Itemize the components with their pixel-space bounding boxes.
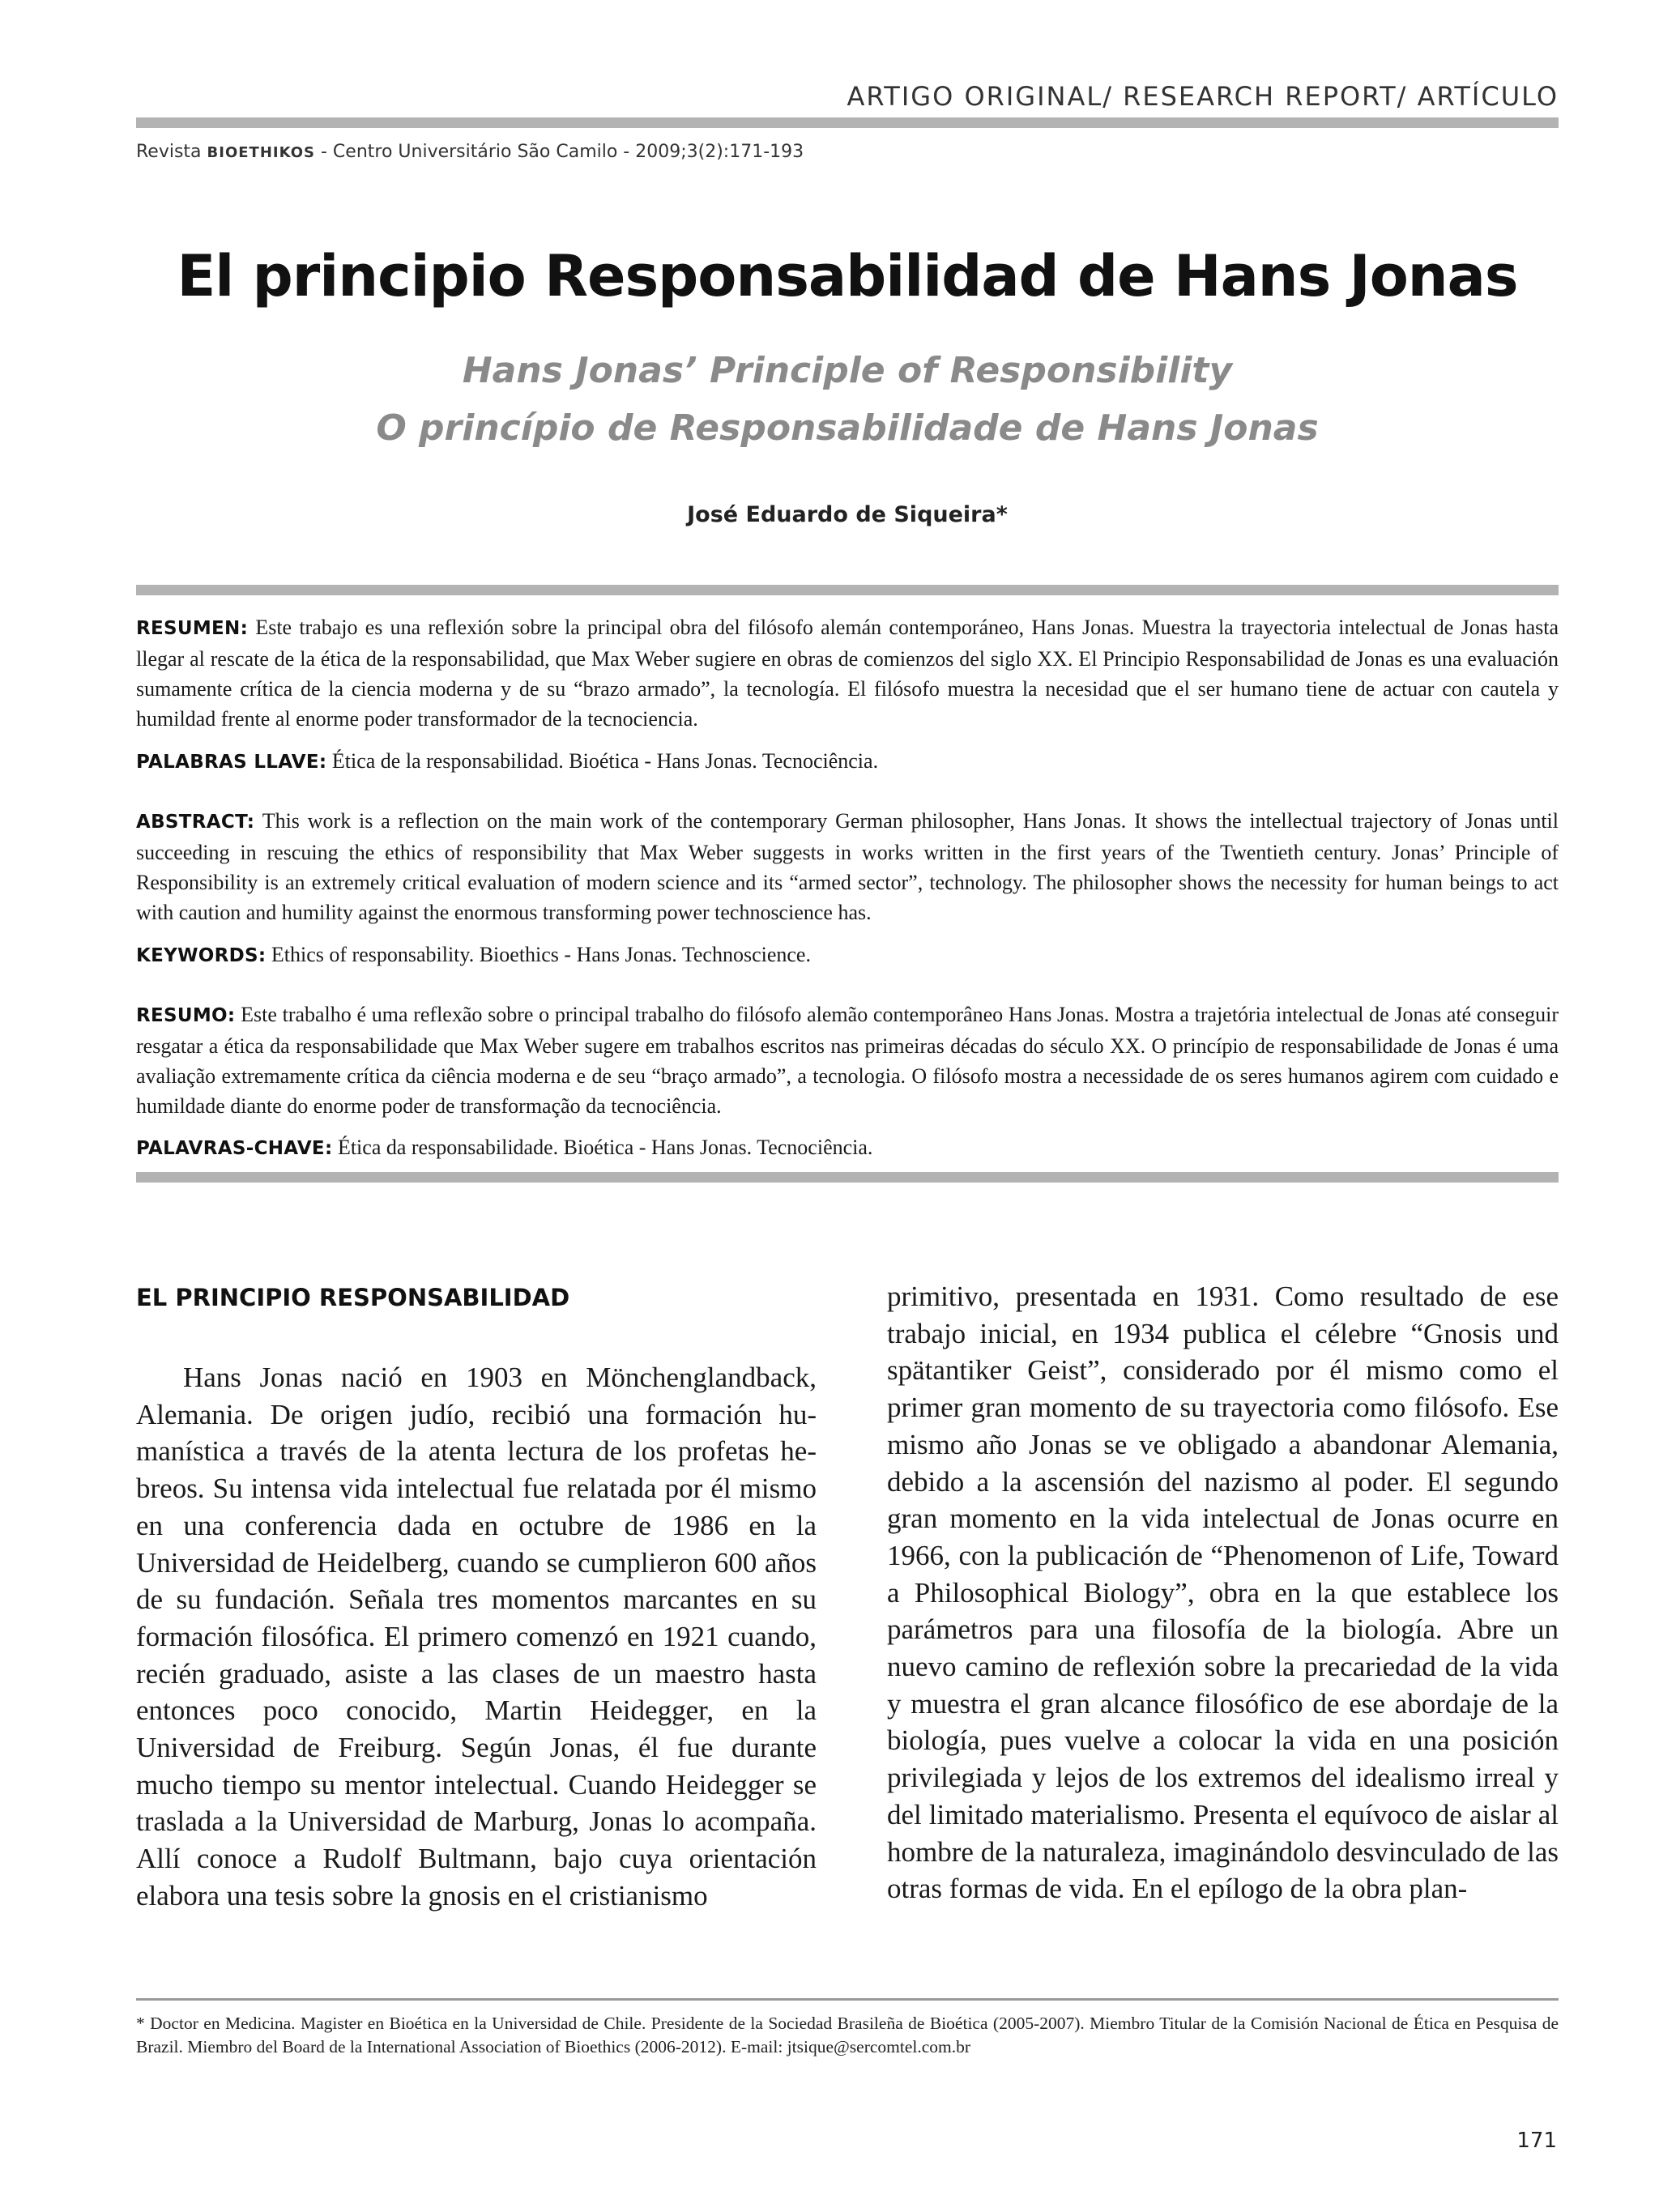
keywords-label: KEYWORDS: [136,945,267,966]
author-footnote: * Doctor en Medicina. Magister en Bioética en la Universidad de Chile. Presidente de la Sociedad Brasileña de Bioética (2005-2007). Miembro Titular de la Comisión Nacional de Ética en Pesquisa de Brazil. Miembro del Board de la International Association of Bioethics (2006-2012). E-mail: jtsique@sercomtel.com.br [136,2014,1559,2056]
palavras-label: PALAVRAS-CHAVE: [136,1138,333,1159]
section-heading: EL PRINCIPIO RESPONSABILIDAD [136,1284,570,1311]
resumen-label: RESUMEN: [136,618,249,639]
journal-info: - Centro Universitário São Camilo - 2009;3(2):171-193 [315,142,804,162]
body-column-left: Hans Jonas nació en 1903 en Mönchenglandback, Alemania. De origen judío, recibió una formación humanística a través de la atenta lectura de los profetas hebreos. Su intensa vida intelectual fue relatada por él mismo en una conferencia dada en octubre de 1986 en la Universidad de Heidelberg, cuando se cumplieron 600 años de su fundación. Señala tres momentos marcantes en su formación filosófica. El primero comenzó en 1921 cuando, recién graduado, asiste a las clases de un maestro hasta entonces poco conocido, Martin Heidegger, en la Universidad de Freiburg. Según Jonas, él fue durante mucho tiempo su mentor intelectual. Cuando Heidegger se traslada a la Universidad de Marburg, Jonas lo acompaña. Allí conoce a Rudolf Bultmann, bajo cuya orientación elabora una tesis sobre la gnosis en el cristianismo [136,1362,817,1912]
palabras-text: Ética de la responsabilidad. Bioética - Hans Jonas. Tecnociência. [326,749,879,773]
resumen-text: Este trabajo es una reflexión sobre la principal obra del filósofo alemán contemporáneo, Hans Jonas. Muestra la trayectoria intelectual de Jonas hasta llegar al rescate de la ética de la responsabilidad, que Max Weber sugiere en obras de comienzos del siglo XX. El Principio Responsabilidad de Jonas es una evaluación sumamente crítica de la ciencia moderna y de su “brazo armado”, la tecnología. El filósofo muestra la necesidad que el ser humano tiene de actuar con cautela y humildad frente al enorme poder transformador de la tecnociencia. [136,616,1559,731]
article-title: El principio Responsabilidad de Hans Jonas [177,243,1518,309]
footnote-divider [136,1998,1559,2001]
resumen-abstract [136,612,1559,734]
palabras-label: PALABRAS LLAVE: [136,752,327,773]
resumo-abstract [136,999,1559,1121]
page-number: 171 [1516,2129,1557,2153]
abstract-text: This work is a reflection on the main work of the contemporary German philosopher, Hans Jonas. It shows the intellectual trajectory of Jonas until succeeding in rescuing the ethics of responsibility that Max Weber suggests in works written in the first years of the Twentieth century. Jonas’ Principle of Responsibility is an extremely critical evaluation of modern science and its “armed sector”, technology. The philosopher shows the necessity for human beings to act with caution and humility against the enormous transforming power technoscience has. [136,809,1559,924]
header-divider [136,117,1559,128]
palavras-text: Ética da responsabilidade. Bioética - Hans Jonas. Tecnociência. [332,1136,873,1159]
english-abstract [136,806,1559,927]
portuguese-title: O princípio de Responsabilidade de Hans Jonas [376,407,1319,449]
body-column-right: primitivo, presentada en 1931. Como resultado de ese trabajo inicial, en 1934 publica el célebre “Gnosis und spätantiker Geist”, considerado por él mismo como el primer gran momento de su trayectoria como filósofo. Ese mismo año Jonas se ve obligado a abandonar Alemania, debido a la ascensión del nazismo al poder. El segundo gran momento en la vida intelectual de Jonas ocurre en 1966, con la publicación de “Phenomenon of Life, Toward a Philosophical Biology”, obra en la que establece los parámetros para una filosofía de la biología. Abre un nuevo camino de reflexión sobre la precariedad de la vida y muestra el gran alcance filosófico de ese abordaje de la biología, pues vuelve a colocar la vida en una posición privilegiada y lejos de los extremos del idealismo irreal y del limitado materialismo. Presenta el equívoco de aislar al hombre de la naturaleza, imaginándolo desvinculado de las otras formas de vida. En el epílogo de la obra plan- [887,1281,1559,1905]
abstract-label: ABSTRACT: [136,812,255,833]
abstract-bottom-divider [136,1172,1559,1183]
keywords [136,940,1559,971]
section-label: ARTIGO ORIGINAL/ RESEARCH REPORT/ ARTÍCULO [847,81,1559,112]
abstract-top-divider [136,585,1559,595]
journal-brand: BIOETHIKOS [207,144,315,161]
resumo-text: Este trabalho é uma reflexão sobre o principal trabalho do filósofo alemão contemporâneo Hans Jonas. Mostra a trajetória intelectual de Jonas até conseguir resgatar a ética da responsabilidade que Max Weber sugere em trabalhos escritos nas primeiras décadas do século XX. O princípio de responsabilidade de Jonas é uma avaliação extremamente crítica da ciência moderna e de seu “braço armado”, a tecnologia. O filósofo mostra a necessidade de os seres humanos agirem com cuidado e humildade diante do enorme poder de transformação da tecnociência. [136,1003,1559,1118]
journal-prefix: Revista [136,142,207,162]
keywords-text: Ethics of responsability. Bioethics - Hans Jonas. Technoscience. [266,943,811,966]
palavras-chave [136,1132,1559,1164]
author-name: José Eduardo de Siqueira* [687,502,1008,527]
journal-citation [136,142,804,162]
resumo-label: RESUMO: [136,1005,236,1026]
english-title: Hans Jonas’ Principle of Responsibility [462,350,1233,391]
palabras-llave [136,746,1559,778]
